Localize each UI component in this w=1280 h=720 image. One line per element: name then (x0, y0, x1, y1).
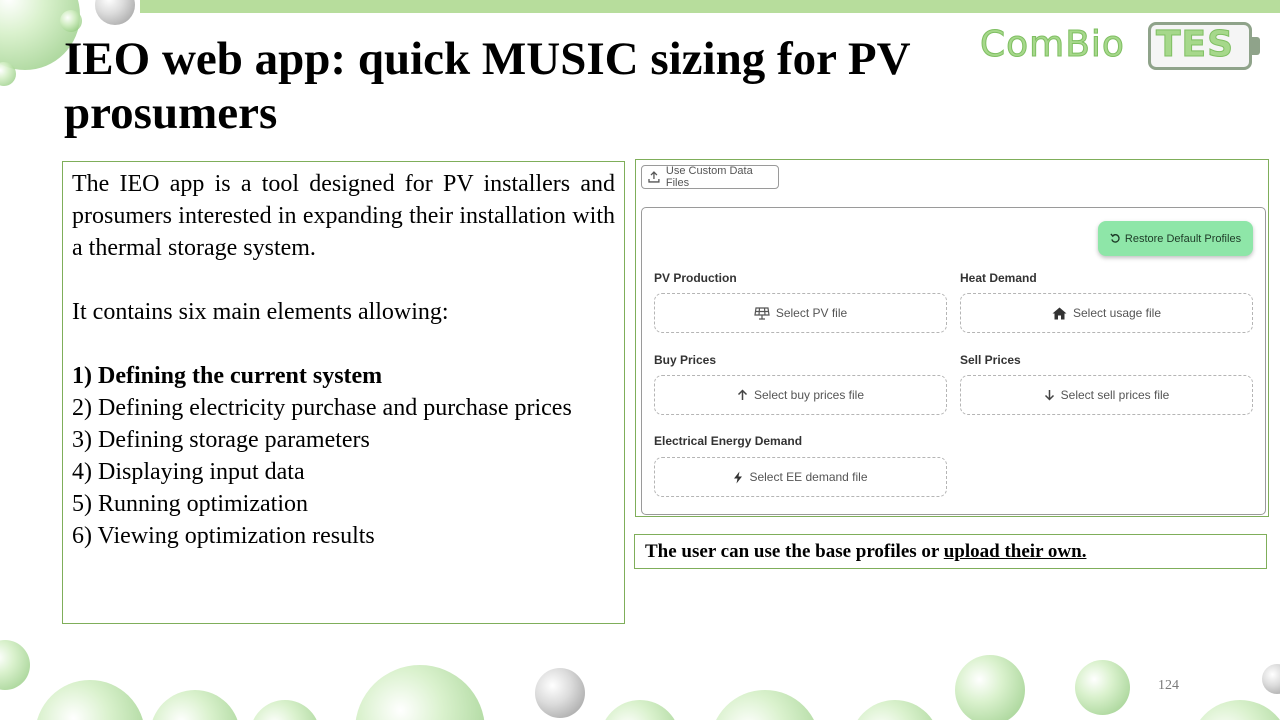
caption-box (634, 534, 1267, 569)
slide-title: IEO web app: quick MUSIC sizing for PV prosumers (64, 33, 910, 139)
select-buy-prices-file-button[interactable] (654, 375, 947, 415)
home-icon (1052, 307, 1067, 320)
select-ee-demand-file-label: Select EE demand file (749, 470, 868, 484)
solar-panel-icon (754, 307, 770, 320)
decor-bubble (1075, 660, 1130, 715)
select-sell-prices-file-label: Select sell prices file (1060, 388, 1170, 402)
list-item: 3) Defining storage parameters (72, 427, 370, 453)
decor-bubble (850, 700, 940, 720)
app-screenshot (635, 159, 1269, 517)
upload-icon (648, 171, 660, 183)
select-pv-file-button[interactable] (654, 293, 947, 333)
restore-default-profiles-button[interactable] (1098, 221, 1253, 256)
select-pv-file-label: Select PV file (775, 306, 848, 320)
select-sell-prices-file-button[interactable] (960, 375, 1253, 415)
sell-prices-label: Sell Prices (960, 353, 1021, 367)
decor-bubble (1262, 664, 1280, 694)
arrow-down-icon (1044, 389, 1055, 401)
decor-bubble (95, 0, 135, 25)
pv-production-label: PV Production (654, 271, 737, 285)
bolt-icon (733, 471, 743, 484)
file-selection-card (641, 207, 1266, 515)
combiotes-logo (980, 22, 1262, 72)
decor-bubble (150, 690, 240, 720)
select-ee-demand-file-button[interactable] (654, 457, 947, 497)
select-usage-file-button[interactable] (960, 293, 1253, 333)
list-item: 6) Viewing optimization results (72, 523, 375, 549)
decor-bubble (0, 640, 30, 690)
decor-bubble (1190, 700, 1280, 720)
upload-own-link[interactable]: upload their own. (943, 541, 1087, 562)
heat-demand-label: Heat Demand (960, 271, 1037, 285)
list-item: 5) Running optimization (72, 491, 308, 517)
logo-text-combio: ComBio (980, 24, 1125, 65)
caption-text: The user can use the base profiles or (645, 541, 944, 562)
decor-bubble (955, 655, 1025, 720)
list-item: 1) Defining the current system (72, 363, 383, 389)
logo-text-tes: TES (1156, 24, 1235, 65)
use-custom-data-files-label: Use Custom Data Files (665, 165, 753, 189)
electrical-energy-demand-label: Electrical Energy Demand (654, 434, 803, 448)
decor-bubble (60, 10, 82, 32)
lead-paragraph: It contains six main elements allowing: (72, 299, 449, 325)
restore-default-profiles-label: Restore Default Profiles (1124, 232, 1242, 245)
decor-bubble (35, 680, 145, 720)
buy-prices-label: Buy Prices (654, 353, 717, 367)
list-item: 4) Displaying input data (72, 459, 305, 485)
undo-icon (1110, 233, 1121, 244)
intro-paragraph: The IEO app is a tool designed for PV installers and prosumers interested in expanding their installation with a thermal storage system. (72, 171, 615, 261)
paragraph-gap (72, 264, 615, 296)
description-text-box (62, 161, 625, 624)
select-buy-prices-file-label: Select buy prices file (753, 388, 865, 402)
list-item: 2) Defining electricity purchase and purchase prices (72, 395, 572, 421)
decor-bubble (355, 665, 485, 720)
top-accent-bar (140, 0, 1280, 13)
decor-bubble (600, 700, 680, 720)
paragraph-gap (72, 328, 615, 360)
decor-bubble (250, 700, 320, 720)
logo-battery-tip (1252, 37, 1260, 55)
page-number: 124 (1158, 678, 1179, 693)
select-usage-file-label: Select usage file (1072, 306, 1162, 320)
decor-bubble (710, 690, 820, 720)
decor-bubble (535, 668, 585, 718)
use-custom-data-files-button[interactable] (641, 165, 779, 189)
arrow-up-icon (737, 389, 748, 401)
